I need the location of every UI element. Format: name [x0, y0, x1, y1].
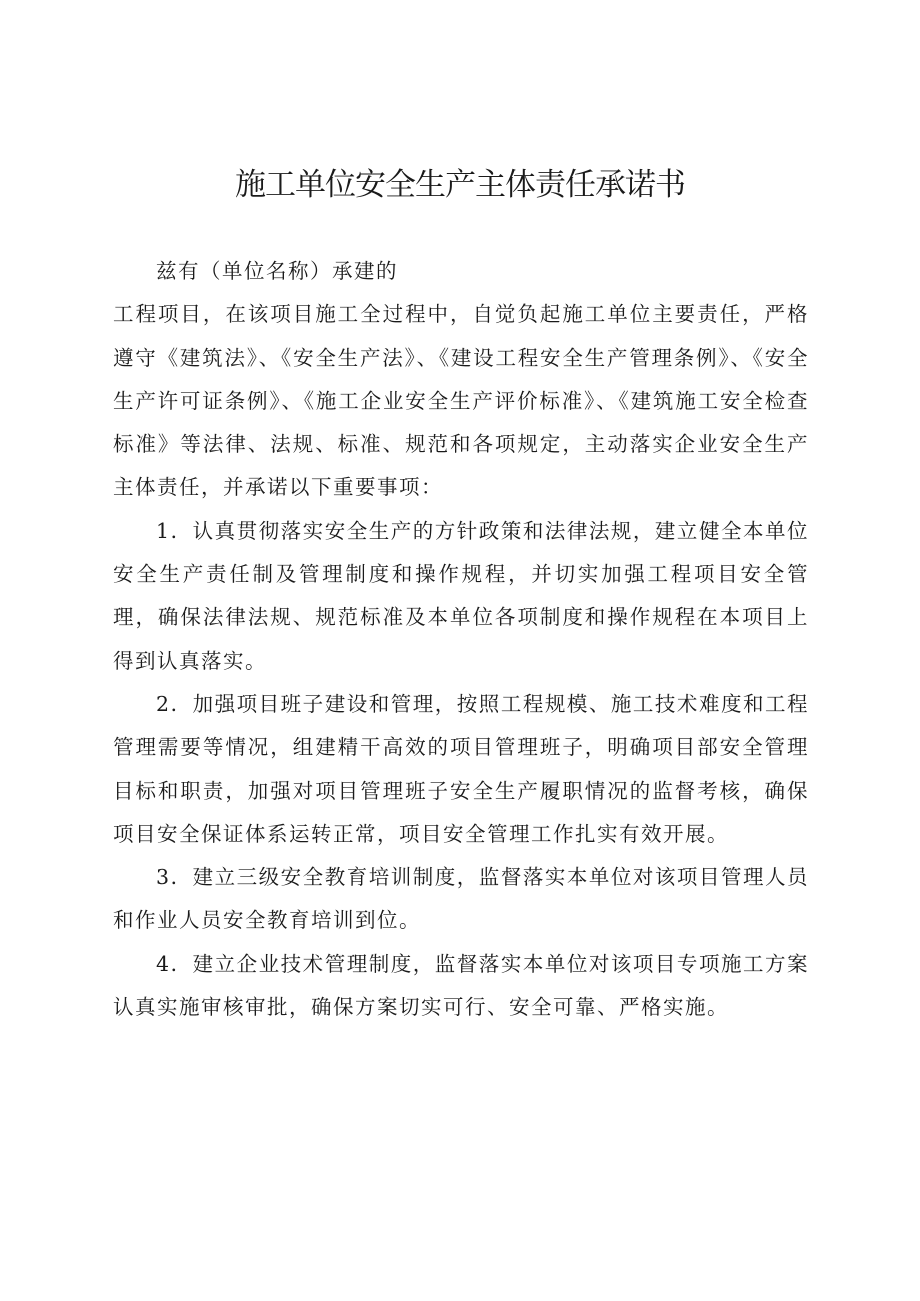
- commitment-item-3: 3．建立三级安全教育培训制度，监督落实本单位对该项目管理人员和作业人员安全教育培训到位。: [113, 865, 809, 933]
- intro-paragraph: 工程项目，在该项目施工全过程中，自觉负起施工单位主要责任，严格遵守《建筑法》、《安全生产法》、《建设工程安全生产管理条例》、《安全生产许可证条例》、《施工企业安全生产评价标准》、《建筑施工安全检查标准》等法律、法规、标准、规范和各项规定，主动落实企业安全生产主体责任，并承诺以下重要事项：: [113, 302, 809, 500]
- commitment-item-1: 1．认真贯彻落实安全生产的方针政策和法律法规，建立健全本单位安全生产责任制及管理制度和操作规程，并切实加强工程项目安全管理，确保法律法规、规范标准及本单位各项制度和操作规程在本项目上得到认真落实。: [113, 518, 809, 673]
- commitment-item-2: 2．加强项目班子建设和管理，按照工程规模、施工技术难度和工程管理需要等情况，组建精干高效的项目管理班子，明确项目部安全管理目标和职责，加强对项目管理班子安全生产履职情况的监督考核，确保项目安全保证体系运转正常，项目安全管理工作扎实有效开展。: [113, 691, 809, 846]
- commitment-item-4: 4．建立企业技术管理制度，监督落实本单位对该项目专项施工方案认真实施审核审批，确保方案切实可行、安全可靠、严格实施。: [113, 951, 809, 1020]
- document-title: 施工单位安全生产主体责任承诺书: [235, 167, 685, 203]
- document-body: [113, 250, 809, 1029]
- salutation-line: 兹有（单位名称）承建的: [156, 259, 399, 283]
